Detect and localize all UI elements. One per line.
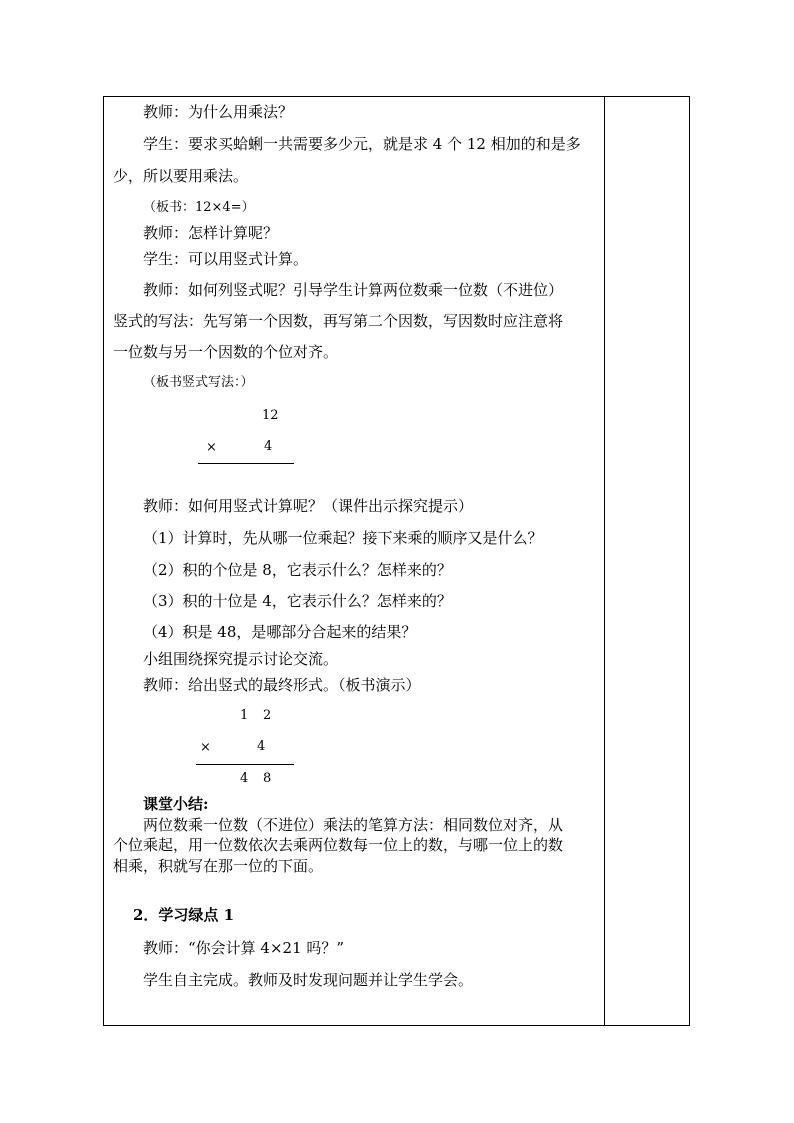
section-heading: 2．学习绿点 1	[133, 906, 235, 924]
text-line: 小组围绕探究提示讨论交流。	[143, 650, 339, 668]
question-line: （1）计算时，先从哪一位乘起？接下来乘的顺序又是什么？	[143, 529, 543, 547]
multiply-sign: ×	[200, 740, 211, 755]
multiply-sign: ×	[206, 440, 217, 455]
text-line: 教师：“你会计算 4×21 吗？”	[143, 939, 345, 957]
text-line: 学生：要求买蛤蜊一共需要多少元，就是求 4 个 12 相加的和是多	[143, 135, 581, 153]
text-line: 少，所以要用乘法。	[113, 167, 249, 185]
result-tens: 4	[240, 771, 249, 786]
text-line: 教师：如何列竖式呢？引导学生计算两位数乘一位数（不进位）	[143, 281, 564, 299]
text-line: 教师：怎样计算呢？	[143, 224, 279, 242]
text-line: 竖式的写法：先写第一个因数，再写第二个因数，写因数时应注意将	[113, 312, 564, 330]
summary-heading: 课堂小结:	[143, 795, 209, 813]
summary-line: 相乘，积就写在那一位的下面。	[113, 857, 324, 875]
question-line: （4）积是 48，是哪部分合起来的结果？	[143, 623, 417, 641]
board-note: （板书竖式写法：）	[143, 375, 254, 390]
summary-line: 两位数乘一位数（不进位）乘法的笔算方法：相同数位对齐，从	[143, 816, 564, 834]
table-column-divider	[604, 96, 605, 1026]
text-line: 学生自主完成。教师及时发现问题并让学生学会。	[143, 971, 474, 989]
vertical-rule	[196, 764, 294, 765]
result-ones: 8	[263, 771, 272, 786]
question-line: （3）积的十位是 4，它表示什么？怎样来的？	[143, 592, 452, 610]
text-line: 一位数与另一个因数的个位对齐。	[113, 343, 339, 361]
vertical-top-number: 12	[262, 408, 279, 423]
vertical-top-tens: 1	[240, 708, 249, 723]
text-line: 学生：可以用竖式计算。	[143, 250, 309, 268]
text-line: 教师：如何用竖式计算呢？（课件出示探究提示）	[143, 497, 474, 515]
vertical-bottom-number: 4	[257, 739, 266, 754]
question-line: （2）积的个位是 8，它表示什么？怎样来的？	[143, 561, 452, 579]
board-note: （板书：12×4=）	[143, 200, 255, 215]
vertical-rule	[198, 463, 294, 464]
summary-line: 个位乘起，用一位数依次去乘两位数每一位上的数，与哪一位上的数	[113, 836, 564, 854]
vertical-top-ones: 2	[263, 708, 272, 723]
vertical-bottom-number: 4	[264, 439, 273, 454]
text-line: 教师：给出竖式的最终形式。（板书演示）	[143, 676, 421, 694]
text-line: 教师：为什么用乘法？	[143, 103, 294, 121]
